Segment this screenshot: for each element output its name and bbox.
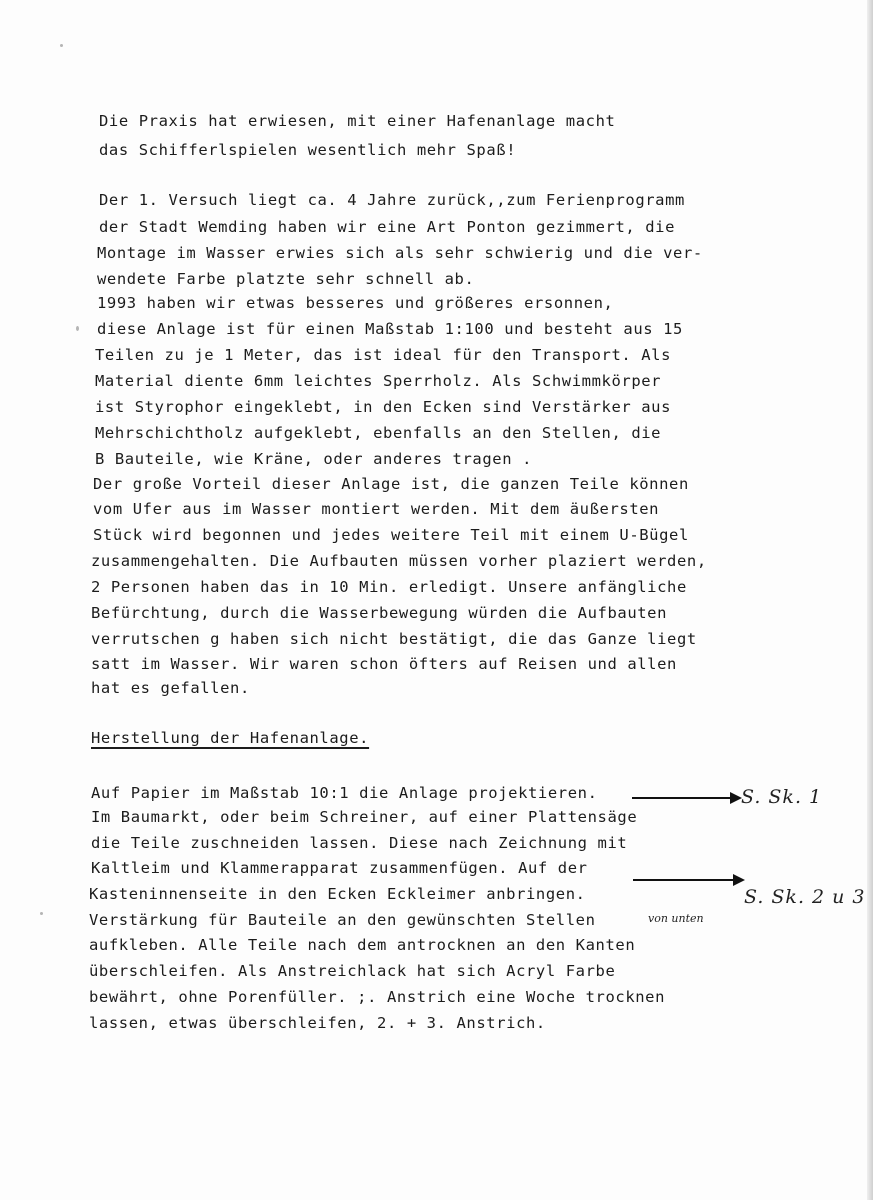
instruction-line: Im Baumarkt, oder beim Schreiner, auf einer Plattensäge [91,808,638,826]
history-line: 2 Personen haben das in 10 Min. erledigt. Unsere anfängliche [91,578,687,596]
history-line: 1993 haben wir etwas besseres und größeres ersonnen, [97,294,614,312]
scan-speck [76,326,79,331]
instruction-line: Auf Papier im Maßstab 10:1 die Anlage projektieren. [91,784,598,802]
history-line: Montage im Wasser erwies sich als sehr schwierig und die ver- [97,244,703,262]
sketch-1-note: S. Sk. 1 [741,786,823,808]
arrow-right-icon [633,872,745,888]
arrow-right-icon [632,789,742,805]
history-line: zusammengehalten. Die Aufbauten müssen vorher plaziert werden, [91,552,707,570]
intro-line: das Schifferlspielen wesentlich mehr Spaß! [99,141,517,159]
scan-speck [40,912,43,915]
history-line: diese Anlage ist für einen Maßstab 1:100 und besteht aus 15 [97,320,683,338]
instruction-line: lassen, etwas überschleifen, 2. + 3. Anstrich. [89,1014,546,1032]
instruction-line: Kasteninnenseite in den Ecken Eckleimer anbringen. [89,885,586,903]
history-line: Material diente 6mm leichtes Sperrholz. Als Schwimmkörper [95,372,662,390]
instruction-line: aufkleben. Alle Teile nach dem antrocknen an den Kanten [89,936,636,954]
history-line: Teilen zu je 1 Meter, das ist ideal für den Transport. Als [95,346,672,364]
history-line: hat es gefallen. [91,679,250,697]
scan-speck [60,44,63,47]
insertion-note: von unten [648,912,704,925]
history-line: verrutschen g haben sich nicht bestätigt, die das Ganze liegt [91,630,697,648]
history-line: Der 1. Versuch liegt ca. 4 Jahre zurück,,zum Ferienprogramm [99,191,685,209]
instruction-line: überschleifen. Als Anstreichlack hat sich Acryl Farbe [89,962,616,980]
history-line: Befürchtung, durch die Wasserbewegung würden die Aufbauten [91,604,668,622]
sketch-2-3-note: S. Sk. 2 u 3 [744,886,866,908]
history-line: Der große Vorteil dieser Anlage ist, die ganzen Teile können [93,475,689,493]
instruction-line: bewährt, ohne Porenfüller. ;. Anstrich eine Woche trocknen [89,988,666,1006]
history-line: satt im Wasser. Wir waren schon öfters auf Reisen und allen [91,655,677,673]
instruction-line: Verstärkung für Bauteile an den gewünschten Stellen [89,911,596,929]
page-edge-shadow [867,0,873,1200]
instruction-line: die Teile zuschneiden lassen. Diese nach Zeichnung mit [91,834,628,852]
history-line: der Stadt Wemding haben wir eine Art Ponton gezimmert, die [99,218,676,236]
history-line: Mehrschichtholz aufgeklebt, ebenfalls an den Stellen, die [95,424,662,442]
history-line: B Bauteile, wie Kräne, oder anderes tragen . [95,450,532,468]
history-line: Stück wird begonnen und jedes weitere Teil mit einem U-Bügel [93,526,689,544]
history-line: ist Styrophor eingeklebt, in den Ecken sind Verstärker aus [95,398,672,416]
intro-line: Die Praxis hat erwiesen, mit einer Hafenanlage macht [99,112,616,130]
history-line: vom Ufer aus im Wasser montiert werden. Mit dem äußersten [93,500,660,518]
history-line: wendete Farbe platzte sehr schnell ab. [97,270,475,288]
instruction-line: Kaltleim und Klammerapparat zusammenfügen. Auf der [91,859,588,877]
section-heading: Herstellung der Hafenanlage. [91,729,370,747]
